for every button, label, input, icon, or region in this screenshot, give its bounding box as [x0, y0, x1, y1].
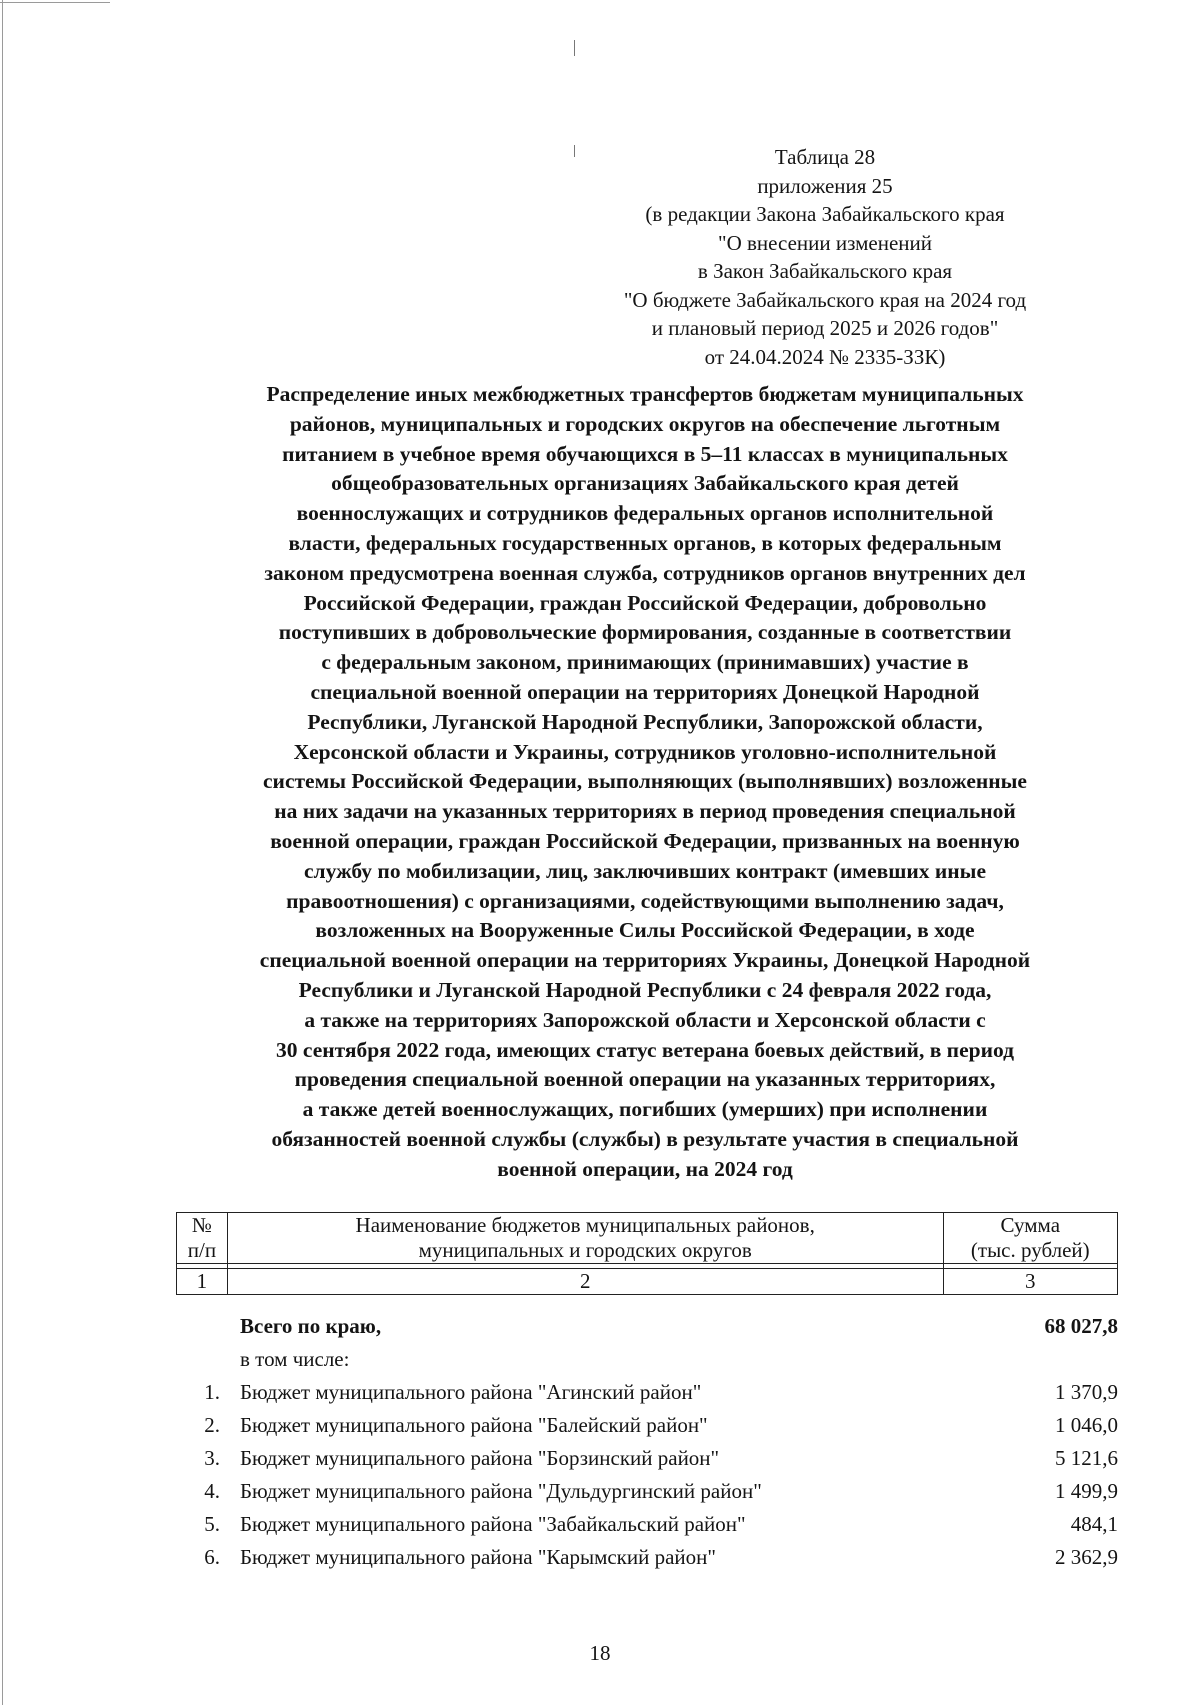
title-line: военной операции, на 2024 год	[497, 1156, 793, 1181]
row-name: Бюджет муниципального района "Забайкальский район"	[240, 1512, 746, 1536]
annotation-line: Таблица 28	[774, 145, 876, 169]
scan-artifact	[574, 40, 575, 56]
title-line: системы Российской Федерации, выполняющих (выполнявших) возложенные	[263, 769, 1027, 794]
title-line: на них задачи на указанных территориях в период проведения специальной	[274, 799, 1016, 824]
table-body	[176, 1314, 1118, 1578]
title-line: 30 сентября 2022 года, имеющих статус ветерана боевых действий, в период	[276, 1037, 1014, 1062]
row-number: 1.	[204, 1380, 220, 1404]
column-number-cell: 2	[227, 1269, 943, 1295]
column-number-cell: 1	[177, 1269, 228, 1295]
header-row	[177, 1213, 1118, 1264]
title-line: военной операции, граждан Российской Федерации, призванных на военную	[270, 828, 1020, 853]
header-cell-sum	[943, 1213, 1117, 1264]
table-header	[176, 1212, 1118, 1295]
title-line: районов, муниципальных и городских округов на обеспечение льготным	[289, 411, 1001, 436]
row-number: 2.	[204, 1413, 220, 1437]
header-number-line2: п/п	[187, 1238, 217, 1262]
subtotal-label-row	[176, 1347, 1118, 1380]
title-line: а также на территориях Запорожской области и Херсонской области с	[304, 1007, 986, 1032]
annotation-line: "О внесении изменений	[718, 230, 932, 255]
row-value: 2 362,9	[1055, 1545, 1118, 1569]
title-line: Республики и Луганской Народной Республики с 24 февраля 2022 года,	[298, 977, 992, 1002]
title-line: Распределение иных межбюджетных трансфертов бюджетам муниципальных	[266, 382, 1024, 406]
header-cell-name	[227, 1213, 943, 1264]
title-line: а также детей военнослужащих, погибших (умерших) при исполнении	[302, 1097, 988, 1122]
header-name-line2: муниципальных и городских округов	[418, 1238, 752, 1262]
row-name: Бюджет муниципального района "Балейский район"	[240, 1413, 708, 1437]
title-line: обязанностей военной службы (службы) в результате участия в специальной	[271, 1126, 1019, 1151]
title-line: Херсонской области и Украины, сотрудников уголовно-исполнительной	[293, 739, 997, 764]
title-line: с федеральным законом, принимающих (принимавших) участие в	[321, 650, 969, 675]
row-name: Бюджет муниципального района "Дульдургинский район"	[240, 1479, 762, 1503]
title-line: военнослужащих и сотрудников федеральных органов исполнительной	[296, 501, 994, 526]
header-sum-line2: (тыс. рублей)	[970, 1238, 1090, 1262]
title-line: поступивших в добровольческие формирования, созданные в соответствии	[278, 620, 1012, 645]
title-line: власти, федеральных государственных органов, в которых федеральным	[288, 530, 1002, 555]
header-number-line1: №	[191, 1213, 212, 1237]
row-number: 6.	[204, 1545, 220, 1569]
table-row	[176, 1512, 1118, 1545]
document-title	[165, 380, 1125, 1185]
header-cell-number	[177, 1213, 228, 1264]
title-line: специальной военной операции на территориях Украины, Донецкой Народной	[259, 948, 1031, 973]
annotation-line: приложения 25	[757, 173, 893, 198]
title-line: возложенных на Вооруженные Силы Российской Федерации, в ходе	[315, 918, 975, 943]
page-number: 18	[589, 1641, 611, 1665]
appendix-annotation	[560, 143, 1090, 371]
header-sum-line1: Сумма	[1000, 1213, 1061, 1237]
row-name: Бюджет муниципального района "Карымский район"	[240, 1545, 716, 1569]
title-line: службу по мобилизации, лиц, заключивших контракт (имевших иные	[304, 858, 986, 883]
row-value: 1 499,9	[1055, 1479, 1118, 1503]
total-row	[176, 1314, 1118, 1347]
subtotal-label: в том числе:	[240, 1347, 350, 1371]
row-number: 3.	[204, 1446, 220, 1470]
title-line: Республики, Луганской Народной Республики, Запорожской области,	[307, 709, 983, 734]
annotation-line: от 24.04.2024 № 2335-ЗЗК)	[704, 344, 946, 369]
table-row	[176, 1545, 1118, 1578]
table-row	[176, 1380, 1118, 1413]
title-line: проведения специальной военной операции на указанных территориях,	[294, 1067, 996, 1092]
table-row	[176, 1446, 1118, 1479]
row-value: 5 121,6	[1055, 1446, 1118, 1470]
row-name: Бюджет муниципального района "Борзинский район"	[240, 1446, 720, 1470]
row-value: 1 046,0	[1055, 1413, 1118, 1437]
column-number-row	[177, 1269, 1118, 1295]
annotation-line: (в редакции Закона Забайкальского края	[645, 202, 1005, 226]
row-value: 1 370,9	[1055, 1380, 1118, 1404]
scan-edge-top	[0, 2, 110, 3]
total-value: 68 027,8	[1044, 1314, 1118, 1338]
row-value: 484,1	[1070, 1512, 1118, 1536]
table-row	[176, 1413, 1118, 1446]
annotation-line: "О бюджете Забайкальского края на 2024 год	[623, 287, 1027, 312]
row-number: 5.	[204, 1512, 220, 1536]
row-name: Бюджет муниципального района "Агинский район"	[240, 1380, 702, 1404]
total-label: Всего по краю,	[240, 1314, 382, 1338]
row-number: 4.	[204, 1479, 220, 1503]
title-line: законом предусмотрена военная служба, сотрудников органов внутренних дел	[264, 560, 1026, 585]
annotation-line: и плановый период 2025 и 2026 годов"	[651, 316, 999, 340]
title-line: питанием в учебное время обучающихся в 5–11 классах в муниципальных	[282, 441, 1008, 466]
header-name-line1: Наименование бюджетов муниципальных районов,	[355, 1213, 815, 1237]
column-number-cell: 3	[943, 1269, 1117, 1295]
annotation-line: в Закон Забайкальского края	[697, 259, 953, 283]
title-line: специальной военной операции на территориях Донецкой Народной	[310, 679, 980, 704]
scan-edge-left	[2, 0, 3, 1705]
title-line: правоотношения) с организациями, содействующими выполнению задач,	[286, 888, 1004, 913]
table-row	[176, 1479, 1118, 1512]
title-line: Российской Федерации, граждан Российской Федерации, добровольно	[303, 590, 987, 615]
title-line: общеобразовательных организациях Забайкальского края детей	[331, 471, 959, 496]
